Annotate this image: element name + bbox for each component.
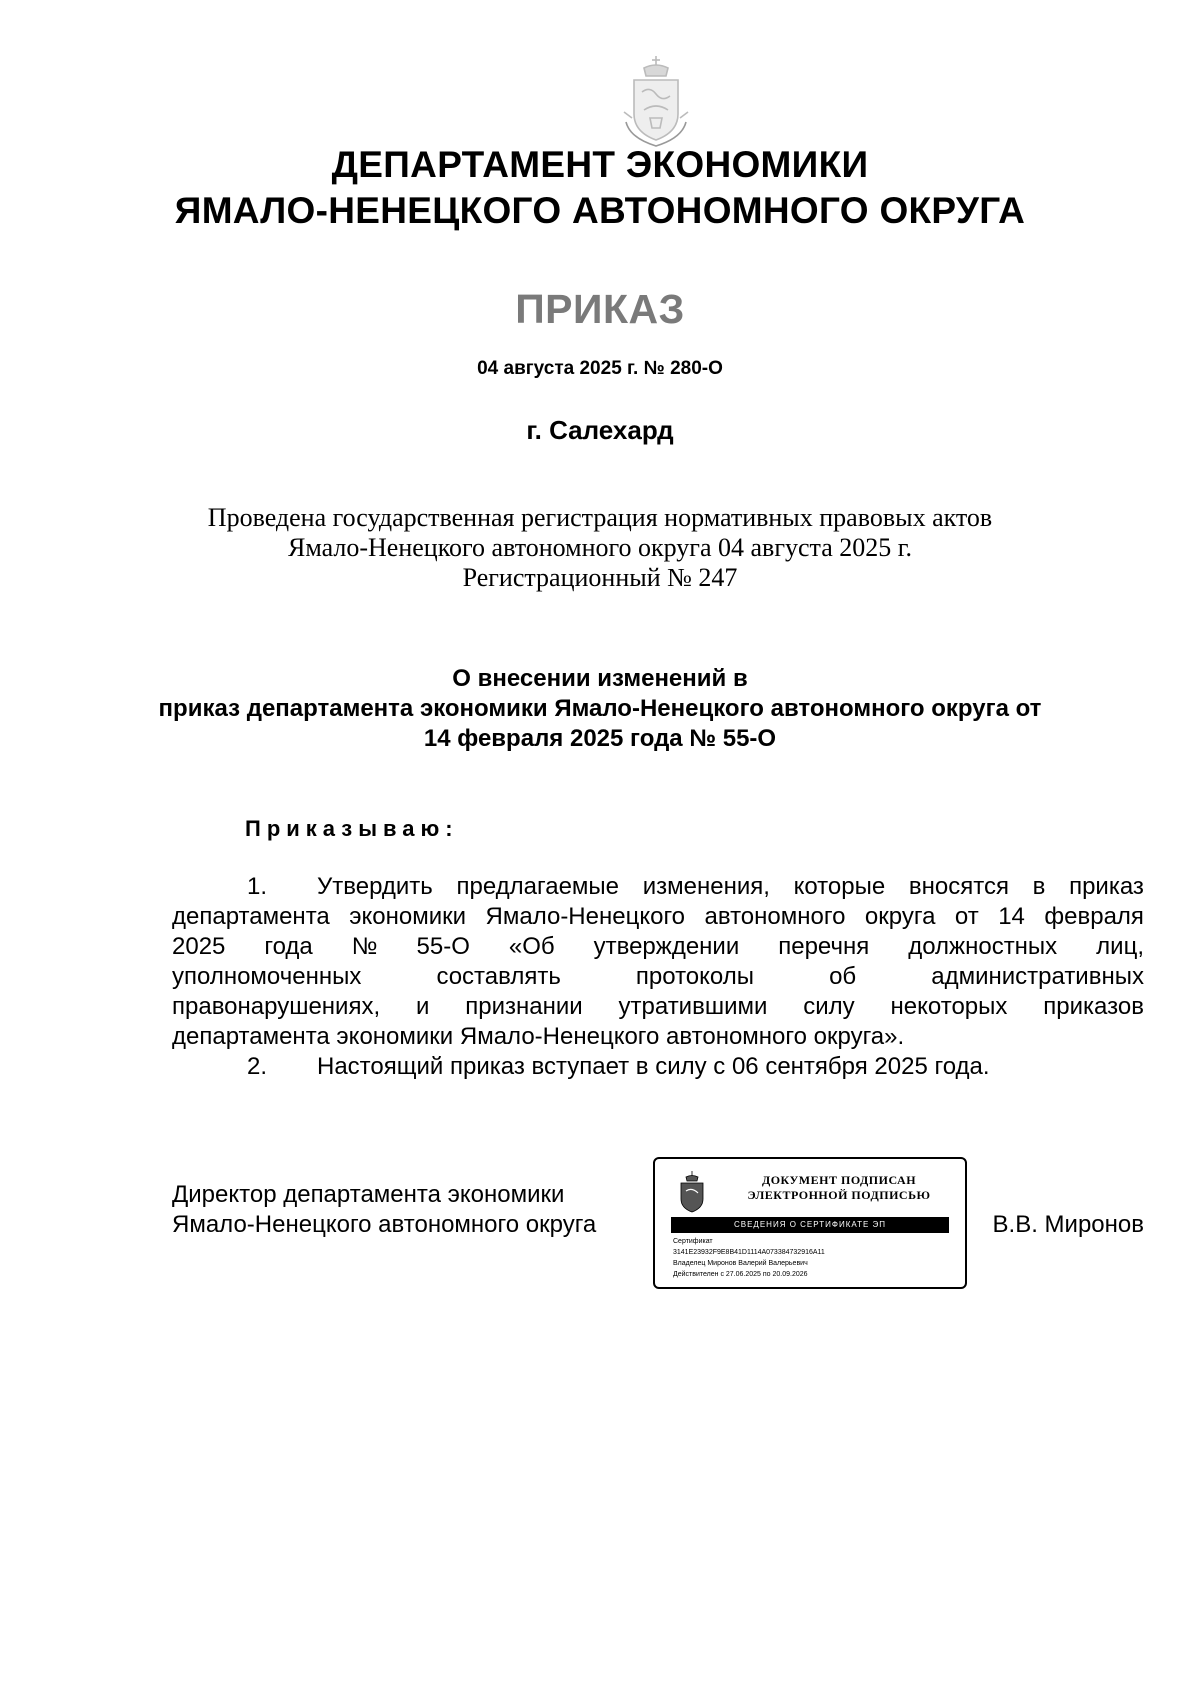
item-1-line <box>172 872 1144 902</box>
word: которые <box>793 873 886 900</box>
word: № <box>351 933 378 960</box>
order-date-number: 04 августа 2025 г. № 280-О <box>477 358 723 379</box>
word: протоколы <box>635 963 754 990</box>
stamp-validity: Действителен с 27.06.2025 по 20.09.2026 <box>673 1271 808 1278</box>
word: в <box>1032 873 1046 900</box>
word: уполномоченных <box>172 963 362 990</box>
word: составлять <box>436 963 561 990</box>
subject-line1: О внесении изменений в <box>452 665 748 692</box>
item-1-line <box>172 992 1144 1022</box>
document-type-heading: ПРИКАЗ <box>515 286 685 332</box>
department-title <box>0 142 1200 234</box>
word: 55-О <box>416 933 470 960</box>
word: лиц, <box>1096 933 1144 960</box>
stamp-certificate-details <box>673 1236 955 1280</box>
item-1-line <box>172 932 1144 962</box>
word: приказ <box>1069 873 1144 900</box>
word: Ямало-Ненецкого <box>485 903 686 930</box>
word: и <box>415 993 430 1020</box>
stamp-cert-label: Сертификат <box>673 1238 713 1245</box>
word: вносятся <box>908 873 1009 900</box>
word: перечня <box>778 933 870 960</box>
word: экономики <box>349 903 467 930</box>
signatory-name: В.В. Миронов <box>992 1211 1144 1238</box>
word: изменения, <box>642 873 770 900</box>
item-1-line-words <box>317 872 1144 902</box>
word: от <box>954 903 979 930</box>
item-1-number: 1. <box>247 873 268 900</box>
registration-line2: Ямало-Ненецкого автономного округа 04 августа 2025 г. <box>288 533 912 562</box>
item-1-line <box>172 962 1144 992</box>
word: автономного <box>704 903 846 930</box>
word: департамента <box>172 903 330 930</box>
word: предлагаемые <box>456 873 620 900</box>
order-body <box>172 872 1144 1082</box>
word: утратившими <box>618 993 768 1020</box>
stamp-certificate-bar: СВЕДЕНИЯ О СЕРТИФИКАТЕ ЭП <box>671 1217 949 1233</box>
city-name: г. Салехард <box>526 415 674 445</box>
coat-of-arms-emblem <box>620 52 692 148</box>
operative-word: Приказываю: <box>245 816 459 841</box>
registration-line3: Регистрационный № 247 <box>462 563 738 592</box>
item-1-line <box>172 902 1144 932</box>
electronic-signature-stamp <box>653 1157 967 1289</box>
word: утверждении <box>593 933 740 960</box>
stamp-heading-line1: ДОКУМЕНТ ПОДПИСАН <box>761 1173 917 1187</box>
item-1-line <box>172 1022 1144 1052</box>
signatory-position <box>172 1180 596 1240</box>
registration-note <box>0 503 1200 593</box>
stamp-owner: Владелец Миронов Валерий Валерьевич <box>673 1260 808 1267</box>
stamp-heading-line2: ЭЛЕКТРОННОЙ ПОДПИСЬЮ <box>747 1188 931 1202</box>
word: Утвердить <box>317 873 433 900</box>
word: 2025 <box>172 933 226 960</box>
stamp-heading <box>719 1173 959 1203</box>
word: «Об <box>508 933 555 960</box>
order-subject <box>0 664 1200 754</box>
department-title-line1: ДЕПАРТАМЕНТ ЭКОНОМИКИ <box>331 144 869 185</box>
registration-line1: Проведена государственная регистрация нормативных правовых актов <box>207 503 993 532</box>
word: 14 <box>998 903 1025 930</box>
word: некоторых <box>890 993 1008 1020</box>
item-2-text: Настоящий приказ вступает в силу с 06 сентября 2025 года. <box>317 1053 990 1080</box>
item-2 <box>172 1052 1144 1082</box>
signatory-position-line2: Ямало-Ненецкого автономного округа <box>172 1211 597 1238</box>
signatory-position-line1: Директор департамента экономики <box>172 1181 565 1208</box>
item-2-number: 2. <box>247 1053 268 1080</box>
subject-line3: 14 февраля 2025 года № 55-О <box>423 725 777 752</box>
word: об <box>829 963 857 990</box>
word: признании <box>465 993 583 1020</box>
word: округа <box>864 903 936 930</box>
word: правонарушениях, <box>172 993 381 1020</box>
department-title-line2: ЯМАЛО-НЕНЕЦКОГО АВТОНОМНОГО ОКРУГА <box>174 190 1026 231</box>
word: февраля <box>1044 903 1144 930</box>
word: административных <box>931 963 1144 990</box>
word: департамента экономики Ямало-Ненецкого автономного округа». <box>172 1023 905 1050</box>
word: года <box>264 933 313 960</box>
word: приказов <box>1043 993 1144 1020</box>
word: должностных <box>908 933 1058 960</box>
item-1 <box>172 872 1144 1052</box>
subject-line2: приказ департамента экономики Ямало-Ненецкого автономного округа от <box>158 695 1042 722</box>
word: силу <box>803 993 855 1020</box>
stamp-cert-number: 3141E23932F9E8B41D1114A073384732916A11 <box>673 1249 825 1256</box>
stamp-emblem-icon <box>675 1169 709 1215</box>
